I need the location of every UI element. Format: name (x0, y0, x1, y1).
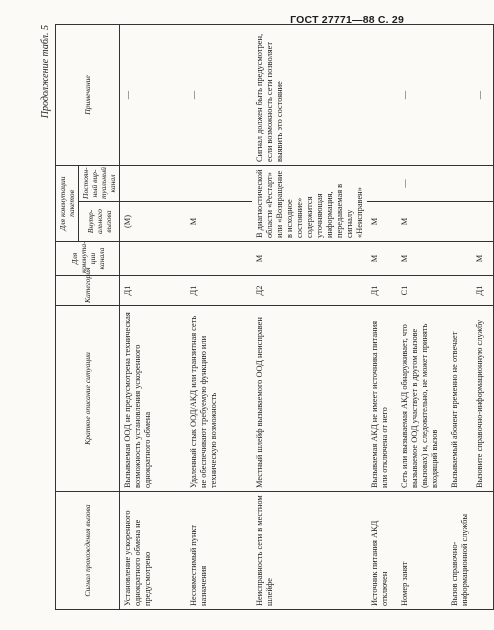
cell-note: — (472, 25, 494, 166)
cell-note: — (186, 25, 252, 166)
cell-internal (472, 202, 494, 242)
cell-internal: (М) (120, 202, 186, 242)
cell-note (447, 25, 472, 166)
col-category: Категория (56, 276, 120, 306)
col-signal: Сигнал прохождения вызова (56, 492, 120, 610)
cell-description: Удаленный стык ООД/АКД или транзитная сеть не обеспечивают требуемую функцию или техническую возможность (186, 306, 252, 492)
cell-permanent (472, 166, 494, 202)
cell-internal: М (186, 202, 252, 242)
page-header: ГОСТ 27771—88 С. 29 (290, 14, 404, 26)
cell-signal: Установление ускоренного однократного обмена не предусмотрено (120, 492, 186, 610)
cell-signal: Вызов справочно-информационной службы (447, 492, 472, 610)
cell-circuit (186, 242, 252, 276)
cell-category: Д1 (367, 276, 397, 306)
rotated-table-container (40, 25, 484, 610)
cell-description: Вызываемый абонент временно не отвечает (447, 306, 472, 492)
signals-table (55, 24, 494, 610)
cell-category: Д1 (472, 276, 494, 306)
cell-circuit (447, 242, 472, 276)
table-row (397, 25, 447, 610)
cell-permanent (186, 166, 252, 202)
cell-permanent (120, 166, 186, 202)
cell-description: Сеть или вызываемая АКД обнаруживает, что вызываемое ООД участвует в другом вызове (вызовах) и, следовательно, не может принять входящий вызов (397, 306, 447, 492)
table-row (367, 25, 397, 610)
table-row (120, 25, 186, 610)
cell-note: — (120, 25, 186, 166)
cell-signal: Неисправность сети в местном шлейфе (252, 492, 367, 610)
cell-internal: М (367, 202, 397, 242)
cell-circuit: М (367, 242, 397, 276)
cell-category: Д1 (120, 276, 186, 306)
cell-internal (447, 202, 472, 242)
cell-description: Вызываемая АКД не имеет источника питания или отключена от него (367, 306, 397, 492)
cell-permanent (447, 166, 472, 202)
continuation-label: Продолжение табл. 5 (40, 25, 51, 119)
col-internal: Внутр-ального вызова (79, 202, 120, 242)
cell-description: Местный шлейф вызываемого ООД неисправен (252, 306, 367, 492)
cell-category (447, 276, 472, 306)
cell-category: Д1 (186, 276, 252, 306)
cell-circuit: М (397, 242, 447, 276)
cell-circuit: М (252, 242, 367, 276)
table-row (447, 25, 472, 610)
cell-internal: М (397, 202, 447, 242)
cell-note: — (397, 25, 447, 166)
cell-signal: Номер занят (397, 492, 447, 610)
cell-signal: Несовместимый пункт назначения (186, 492, 252, 610)
cell-description: Вызовите справочно-информационную службу (472, 306, 494, 492)
cell-category: Д2 (252, 276, 367, 306)
cell-packet-note: В диагностической области «Рестарт» или «Возвращение в исходное состояние» содержится уточняющая информация, передаваемая в сигналу «Неисправен» (252, 166, 367, 242)
cell-note (367, 25, 397, 166)
cell-signal (472, 492, 494, 610)
col-note: Примечание (56, 25, 120, 166)
col-packet: Для коммутации пакетов (56, 166, 79, 242)
table-row (252, 25, 367, 610)
cell-description: Вызываемая ООД не предусмотрена техническая возможность установления ускоренного однократного обмена (120, 306, 186, 492)
table-row (472, 25, 494, 610)
cell-permanent (367, 166, 397, 202)
cell-note: Сигнал должен быть предусмотрен, если возможность сети позволяет выявить это состояние (252, 25, 367, 166)
col-permanent: Постоян-ный вир-туальный канал (79, 166, 120, 202)
table-row (186, 25, 252, 610)
header-row-1 (56, 25, 79, 610)
col-description: Краткое описание ситуации (56, 306, 120, 492)
cell-permanent: — (397, 166, 447, 202)
cell-circuit (120, 242, 186, 276)
col-circuit: Для коммута-ции канала (56, 242, 120, 276)
cell-category: С1 (397, 276, 447, 306)
cell-circuit: М (472, 242, 494, 276)
cell-signal: Источник питания АКД отключен (367, 492, 397, 610)
